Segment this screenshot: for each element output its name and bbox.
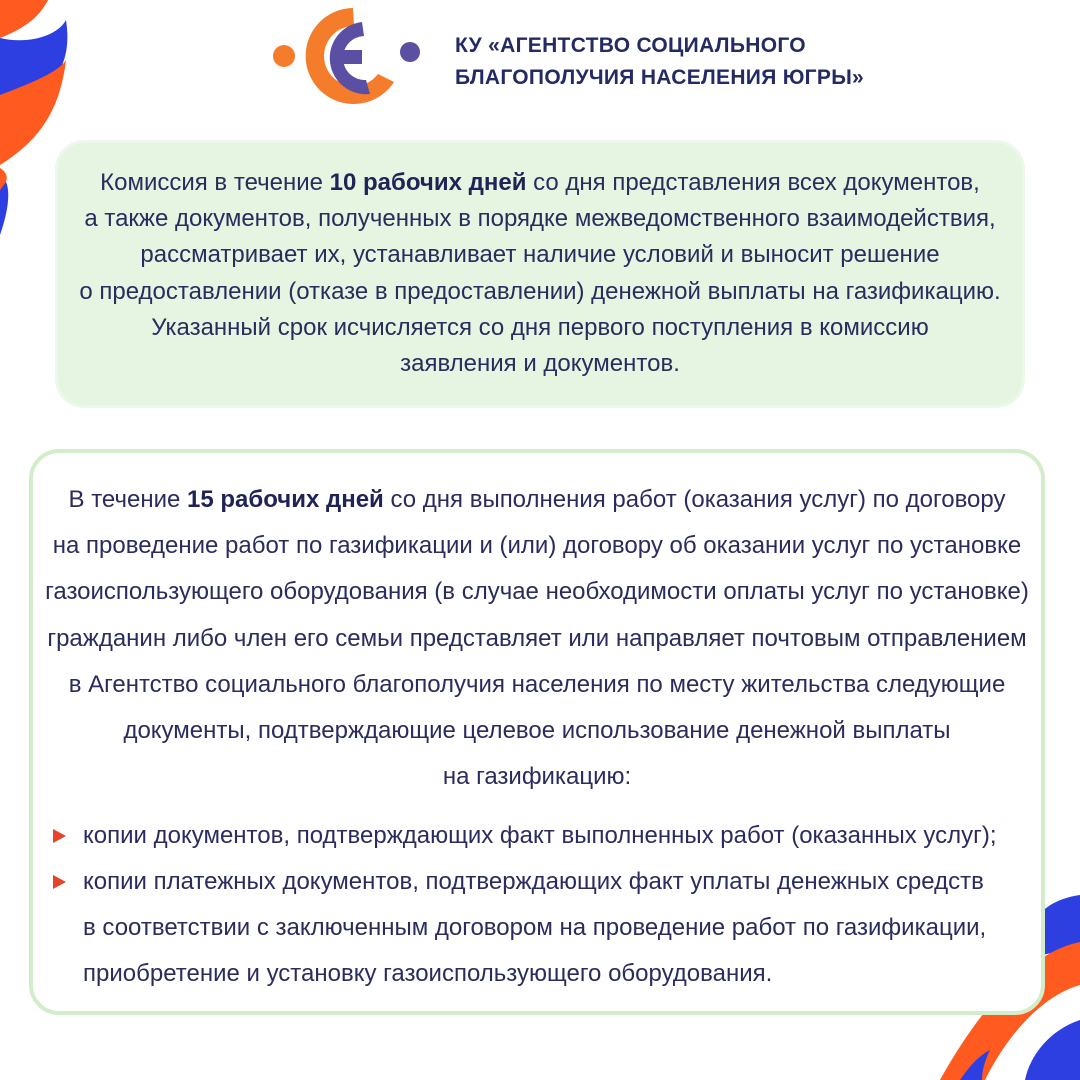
text-line: Указанный срок исчисляется со дня первого поступления в комиссию bbox=[151, 313, 929, 341]
text-line: а также документов, полученных в порядке межведомственного взаимодействия, bbox=[84, 205, 996, 233]
list-item bbox=[53, 813, 1031, 859]
text-line: на проведение работ по газификации и (или) договору об оказании услуг по установке bbox=[52, 532, 1022, 560]
org-name-line-2: БЛАГОПОЛУЧИЯ НАСЕЛЕНИЯ ЮГРЫ» bbox=[455, 66, 865, 89]
agency-logo bbox=[270, 0, 430, 120]
text-segment: В течение bbox=[68, 486, 188, 513]
triangle-bullet-icon bbox=[53, 829, 66, 843]
text-line: в Агентство социального благополучия населения по месту жительства следующие bbox=[68, 670, 1006, 698]
commission-info-box bbox=[58, 143, 1022, 405]
text-segment: со дня выполнения работ (оказания услуг) по договору bbox=[383, 486, 1006, 513]
organization-name bbox=[455, 30, 875, 94]
documents-info-box bbox=[29, 449, 1045, 1015]
org-name-line-1: КУ «АГЕНТСТВО СОЦИАЛЬНОГО bbox=[455, 34, 806, 57]
list-item-line: в соответствии с заключенным договором на проведение работ по газификации, bbox=[83, 914, 987, 941]
documents-info-text bbox=[33, 477, 1041, 800]
text-line bbox=[33, 477, 1041, 523]
text-line: газоиспользующего оборудования (в случае необходимости оплаты услуг по установке) bbox=[45, 578, 1029, 606]
list-item-line: копии документов, подтверждающих факт выполненных работ (оказанных услуг); bbox=[83, 822, 997, 849]
text-line: заявления и документов. bbox=[400, 350, 680, 378]
text-segment: Комиссия в течение bbox=[100, 169, 330, 196]
commission-info-text bbox=[58, 165, 1022, 382]
text-line: гражданин либо член его семьи представляет или направляет почтовым отправлением bbox=[47, 624, 1027, 652]
text-line: на газификацию: bbox=[442, 763, 632, 791]
text-line: документы, подтверждающие целевое использование денежной выплаты bbox=[123, 717, 951, 745]
triangle-bullet-icon bbox=[53, 875, 66, 889]
highlight-days-10: 10 рабочих дней bbox=[329, 169, 527, 196]
text-line: о предоставлении (отказе в предоставлении) денежной выплаты на газификацию. bbox=[79, 277, 1001, 305]
text-segment: со дня представления всех документов, bbox=[526, 169, 980, 196]
list-item bbox=[53, 859, 1031, 997]
list-item-line: приобретение и установку газоиспользующего оборудования. bbox=[83, 960, 773, 987]
list-item-line: копии платежных документов, подтверждающих факт уплаты денежных средств bbox=[83, 868, 984, 895]
document-bullet-list bbox=[53, 813, 1031, 997]
highlight-days-15: 15 рабочих дней bbox=[187, 486, 384, 513]
text-line: рассматривает их, устанавливает наличие условий и выносит решение bbox=[140, 241, 940, 269]
text-line bbox=[58, 165, 1022, 201]
header bbox=[270, 0, 870, 120]
